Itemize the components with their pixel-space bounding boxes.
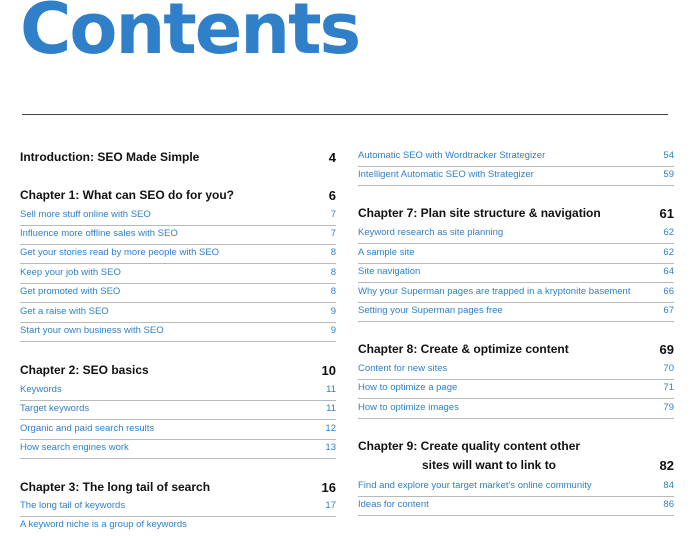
toc-entry[interactable]: [20, 382, 336, 401]
toc-entry[interactable]: [20, 207, 336, 226]
toc-chapter-2[interactable]: [20, 363, 336, 383]
chapter-title: Chapter 7: Plan site structure & navigation: [358, 206, 601, 220]
chapter-page: 6: [328, 188, 336, 203]
entry-label: Setting your Superman pages free: [358, 305, 503, 316]
entry-page: 9: [330, 306, 336, 317]
toc-entry[interactable]: [358, 478, 674, 497]
entry-page: 79: [663, 402, 674, 413]
entry-page: 7: [330, 228, 336, 239]
entry-page: 8: [330, 286, 336, 297]
toc-entry[interactable]: [358, 245, 674, 264]
toc-entry[interactable]: [358, 167, 674, 186]
toc-entry[interactable]: [20, 323, 336, 342]
entry-page: 84: [663, 480, 674, 491]
chapter-title-continued: sites will want to link to: [422, 458, 557, 472]
entry-label: Keyword research as site planning: [358, 227, 504, 238]
entry-page: 67: [663, 305, 674, 316]
entry-label: A sample site: [358, 247, 415, 258]
toc-entry[interactable]: [20, 284, 336, 303]
toc-entry[interactable]: [358, 264, 674, 283]
entry-label: Site navigation: [358, 266, 421, 277]
entry-page: 66: [663, 286, 674, 297]
toc-entry[interactable]: [358, 361, 674, 380]
entry-label: Target keywords: [20, 403, 90, 414]
entry-page: 12: [325, 423, 336, 434]
chapter-title: Chapter 2: SEO basics: [20, 363, 149, 377]
toc-entry[interactable]: [20, 245, 336, 264]
entry-page: 11: [326, 403, 336, 414]
entry-label: Intelligent Automatic SEO with Strategizer: [358, 169, 534, 180]
entry-label: Get promoted with SEO: [20, 286, 121, 297]
entry-page: 71: [663, 382, 674, 393]
entry-page: 17: [325, 500, 336, 511]
entry-page: 86: [663, 499, 674, 510]
chapter-title: Chapter 9: Create quality content other: [358, 439, 581, 453]
entry-page: 64: [663, 266, 674, 277]
entry-label: Get a raise with SEO: [20, 306, 109, 317]
entry-label: Sell more stuff online with SEO: [20, 209, 151, 220]
entry-label: Organic and paid search results: [20, 423, 155, 434]
title-divider: [22, 114, 668, 115]
entry-page: 9: [330, 325, 336, 336]
entry-page: 54: [663, 150, 674, 161]
entry-label: Keywords: [20, 384, 62, 395]
entry-page: 8: [330, 267, 336, 278]
chapter-page: 61: [659, 206, 674, 221]
entry-page: 7: [330, 209, 336, 220]
entry-label: Why your Superman pages are trapped in a kryptonite basement: [358, 286, 631, 297]
toc-entry[interactable]: [358, 225, 674, 244]
toc-entry[interactable]: [20, 226, 336, 245]
toc-entry[interactable]: [20, 517, 336, 536]
chapter-title: Introduction: SEO Made Simple: [20, 150, 200, 164]
entry-label: Start your own business with SEO: [20, 325, 164, 336]
entry-label: How search engines work: [20, 442, 129, 453]
entry-label: The long tail of keywords: [20, 500, 126, 511]
toc-entry[interactable]: [358, 497, 674, 516]
toc-entry[interactable]: [20, 401, 336, 420]
entry-page: 62: [663, 247, 674, 258]
entry-page: 11: [326, 384, 336, 395]
entry-label: Ideas for content: [358, 499, 429, 510]
entry-label: Automatic SEO with Wordtracker Strategizer: [358, 150, 546, 161]
chapter-page: 16: [321, 480, 336, 495]
page-title: Contents: [20, 0, 360, 70]
chapter-title: Chapter 3: The long tail of search: [20, 480, 211, 494]
chapter-page: 82: [659, 458, 674, 473]
entry-label: How to optimize images: [358, 402, 459, 413]
toc-chapter-8[interactable]: [358, 342, 674, 362]
toc-entry[interactable]: [20, 421, 336, 440]
entry-label: Influence more offline sales with SEO: [20, 228, 178, 239]
entry-page: 59: [663, 169, 674, 180]
toc-entry[interactable]: [358, 148, 674, 167]
toc-entry[interactable]: [20, 304, 336, 323]
toc-entry[interactable]: [358, 400, 674, 419]
chapter-title: Chapter 8: Create & optimize content: [358, 342, 569, 356]
toc-entry[interactable]: [358, 303, 674, 322]
toc-chapter-9[interactable]: [358, 439, 674, 479]
toc-entry[interactable]: [358, 380, 674, 399]
toc-chapter-7[interactable]: [358, 206, 674, 226]
entry-page: 8: [330, 247, 336, 258]
toc-entry[interactable]: [20, 440, 336, 459]
toc-entry[interactable]: [20, 265, 336, 284]
entry-label: Content for new sites: [358, 363, 448, 374]
entry-page: 13: [325, 442, 336, 453]
chapter-page: 4: [328, 150, 336, 165]
chapter-page: 10: [321, 363, 336, 378]
entry-label: Get your stories read by more people with SEO: [20, 247, 220, 258]
entry-page: 70: [663, 363, 674, 374]
toc-entry[interactable]: [358, 284, 674, 303]
chapter-title: Chapter 1: What can SEO do for you?: [20, 188, 235, 202]
chapter-page: 69: [659, 342, 674, 357]
toc-entry[interactable]: [20, 498, 336, 517]
entry-label: A keyword niche is a group of keywords: [20, 519, 187, 530]
entry-label: Find and explore your target market's online community: [358, 480, 592, 491]
entry-label: Keep your job with SEO: [20, 267, 121, 278]
toc-chapter-1[interactable]: [20, 188, 336, 208]
entry-page: 62: [663, 227, 674, 238]
toc-introduction[interactable]: [20, 150, 336, 170]
toc-chapter-3[interactable]: [20, 480, 336, 500]
entry-label: How to optimize a page: [358, 382, 458, 393]
